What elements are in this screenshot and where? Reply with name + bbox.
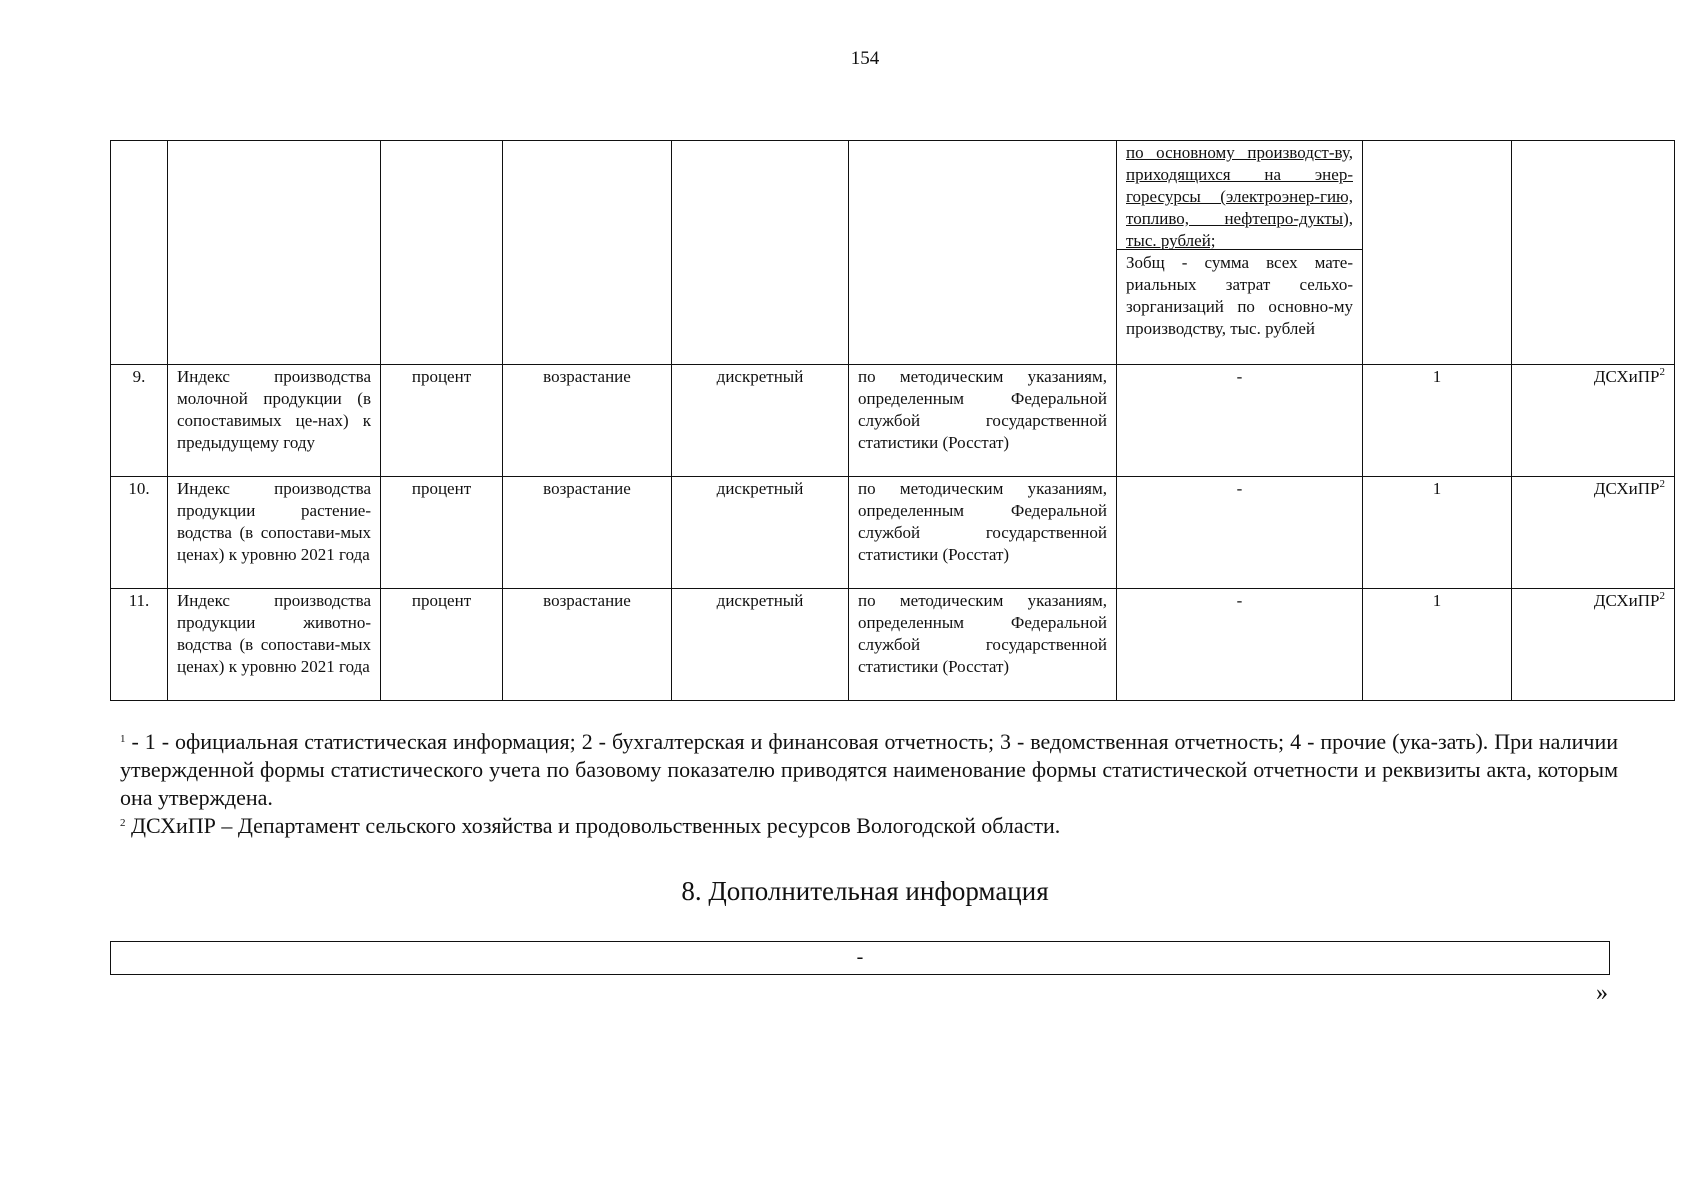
table-row — [111, 589, 1675, 701]
closing-quote: » — [1596, 980, 1608, 1006]
formula-cell: - — [1117, 365, 1363, 477]
table-cell-empty — [849, 141, 1117, 365]
row-number: 10. — [111, 477, 168, 589]
unit-cell: процент — [381, 365, 503, 477]
footnote-1 — [120, 728, 1618, 812]
row-number: 9. — [111, 365, 168, 477]
table-row — [111, 365, 1675, 477]
formula-cell: - — [1117, 477, 1363, 589]
footnote-1-text: - 1 - официальная статистическая информация; 2 - бухгалтерская и финансовая отчетность; 3 - ведомственная отчетность; 4 - прочие (ука-зать). При наличии утвержденной формы статистического учета по базовому показателю приводятся наименование формы статистической отчетности и реквизиты акта, которым она утверждена. — [120, 729, 1618, 810]
unit-cell: процент — [381, 589, 503, 701]
formula-continuation-cell — [1117, 141, 1363, 365]
section-title: 8. Дополнительная информация — [681, 876, 1049, 906]
table-cell-empty — [1363, 141, 1512, 365]
footnote-2 — [120, 812, 1618, 840]
responsible-cell — [1512, 365, 1675, 477]
footnotes — [120, 728, 1618, 840]
method-cell: по методическим указаниям, определенным Федеральной службой государственной статистики (Росстат) — [849, 589, 1117, 701]
method-cell: по методическим указаниям, определенным Федеральной службой государственной статистики (Росстат) — [849, 365, 1117, 477]
source-cell: 1 — [1363, 365, 1512, 477]
responsible-cell — [1512, 589, 1675, 701]
formula-cell: - — [1117, 589, 1363, 701]
table-cell-empty — [111, 141, 168, 365]
responsible-name: ДСХиПР — [1593, 479, 1660, 498]
table-cell-empty — [381, 141, 503, 365]
type-cell: дискретный — [672, 365, 849, 477]
additional-info-box: - — [110, 941, 1610, 975]
table-row — [111, 477, 1675, 589]
formula-part-energy: по основному производст-ву, приходящихся на энер-горесурсы (электроэнер-гию, топливо, нефтепро-дукты), тыс. рублей; — [1117, 141, 1362, 250]
direction-cell: возрастание — [503, 477, 672, 589]
table-cell-empty — [1512, 141, 1675, 365]
footnote-2-text: ДСХиПР – Департамент сельского хозяйства и продовольственных ресурсов Вологодской области. — [125, 813, 1061, 838]
responsible-name: ДСХиПР — [1593, 367, 1660, 386]
unit-cell: процент — [381, 477, 503, 589]
table-cell-empty — [672, 141, 849, 365]
source-cell: 1 — [1363, 589, 1512, 701]
footnote-mark: 2 — [1659, 366, 1665, 378]
row-number: 11. — [111, 589, 168, 701]
footnote-mark: 2 — [1659, 590, 1665, 602]
footnote-mark: 2 — [1659, 478, 1665, 490]
direction-cell: возрастание — [503, 365, 672, 477]
table-row-continuation — [111, 141, 1675, 365]
type-cell: дискретный — [672, 477, 849, 589]
direction-cell: возрастание — [503, 589, 672, 701]
footnote-2-mark: 2 — [120, 817, 126, 829]
source-cell: 1 — [1363, 477, 1512, 589]
responsible-name: ДСХиПР — [1593, 591, 1660, 610]
formula-part-total: Зобщ - сумма всех мате-риальных затрат сельхо-зорганизаций по основно-му производству, тыс. рублей — [1126, 253, 1353, 338]
indicator-name: Индекс производства молочной продукции (в сопоставимых це-нах) к предыдущему году — [168, 365, 381, 477]
table-cell-empty — [503, 141, 672, 365]
responsible-cell — [1512, 477, 1675, 589]
table-cell-empty — [168, 141, 381, 365]
indicators-table — [110, 140, 1675, 701]
type-cell: дискретный — [672, 589, 849, 701]
indicator-name: Индекс производства продукции растение-водства (в сопостави-мых ценах) к уровню 2021 года — [168, 477, 381, 589]
method-cell: по методическим указаниям, определенным Федеральной службой государственной статистики (Росстат) — [849, 477, 1117, 589]
indicator-name: Индекс производства продукции животно-водства (в сопостави-мых ценах) к уровню 2021 года — [168, 589, 381, 701]
page-number: 154 — [850, 48, 880, 69]
footnote-1-mark: 1 — [120, 733, 126, 745]
